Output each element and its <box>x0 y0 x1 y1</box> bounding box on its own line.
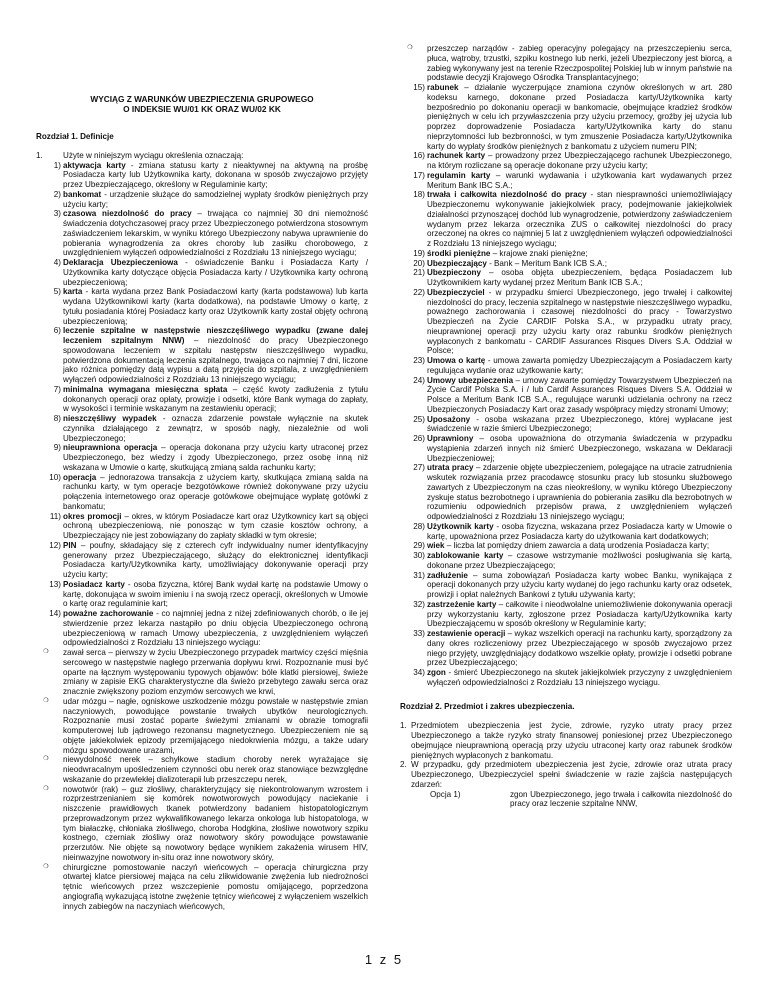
definition-body <box>427 83 732 151</box>
definition-body <box>427 415 732 434</box>
bullet-icon: ❍ <box>43 785 49 792</box>
option-1-label: Opcja 1) <box>430 789 461 799</box>
definition-item <box>36 580 368 609</box>
definition-text: – jednorazowa transakcja z użyciem karty, skutkująca zmianą salda na rachunku karty, w tym operacje bezgotówkowe również dokonywane przy użyciu połączenia internetowego oraz operacje gotówkowe obejmujące wypłatę gotówki z bankomatu; <box>63 472 368 511</box>
definition-number: 17) <box>413 170 425 180</box>
definition-item <box>36 609 368 648</box>
definition-item <box>36 161 368 190</box>
definition-number: 9) <box>53 443 61 453</box>
title-line-1: WYCIĄG Z WARUNKÓW UBEZPIECZENIA GRUPOWEGO <box>90 94 314 104</box>
definition-body <box>427 522 732 541</box>
definition-number: 33) <box>413 629 425 638</box>
bullet-icon: ❍ <box>43 863 49 870</box>
definition-term: karta <box>63 287 83 297</box>
definition-text: – osoba upoważniona do otrzymania świadczenia w przypadku wystąpienia zdarzeń innych niż śmierć Ubezpieczonego, wskazana w Deklaracji Ubezpieczeniowej; <box>427 434 732 463</box>
definition-number: 13) <box>49 579 61 589</box>
definition-term: zestawienie operacji <box>427 629 506 638</box>
bullet-icon: ❍ <box>43 697 49 704</box>
definition-number: 27) <box>413 463 425 473</box>
definition-body <box>427 356 732 375</box>
document-title <box>36 94 368 114</box>
definition-term: czasowa niezdolność do pracy <box>63 209 192 219</box>
section-2-title: Rozdział 2. Przedmiot i zakres ubezpieczenia. <box>400 701 575 711</box>
definition-item <box>400 522 732 542</box>
definition-number: 32) <box>413 599 425 609</box>
definition-body <box>427 571 732 600</box>
definition-text: – część kwoty zadłużenia z tytułu dokonanych operacji oraz opłaty, prowizje i odsetki, które Bank wymaga do zapłaty, w wysokości i terminie wskazanym na zestawieniu operacji; <box>63 384 368 414</box>
definition-text: – niezdolność do pracy Ubezpieczonego spowodowana leczeniem w szpitalu następstw nieszczęśliwego wypadku, potwierdzona dokumentacją leczenia szpitalnego, trwająca co najmniej 7 dni, liczone jako różnica pomiędzy datą wypisu a datą przyjęcia do szpitala, z uwzględnieniem wyłączeń odpowiedzialności z Rozdziału 13 niniejszego wyciągu; <box>63 336 368 384</box>
definition-body <box>427 259 607 268</box>
definition-body <box>63 512 368 541</box>
definition-text: – działanie wyczerpujące znamiona czynów określonych w art. 280 kodeksu karnego, dokonane przed Posiadacza karty/Użytkownika karty bezpośrednio po dokonaniu operacji w bankomacie, obejmujące kradzież środków pieniężnych w celu ich przywłaszczenia przy użyciu przemocy, groźby jej użycia lub poprzez doprowadzenie Posiadacza karty/Użytkownika karty do stanu nieprzytomności lub bezbronności, w tym zmuszenie Posiadacza karty/Użytkownika karty do wypłaty środków pieniężnych z bankomatu z użyciem numeru PIN; <box>427 83 732 151</box>
definition-body <box>427 151 732 170</box>
definition-number: 18) <box>413 190 425 200</box>
illness-list-left <box>36 648 368 911</box>
definition-number: 30) <box>413 551 425 560</box>
definition-text: – okres, w którym Posiadacze kart oraz Użytkownicy kart są objęci ochroną ubezpieczeniową, nie ponosząc w tym czasie kosztów ochrony, a Ubezpieczający nie jest zobowiązany do zapłaty składki w tym okresie; <box>63 511 368 540</box>
definition-term: Ubezpieczający <box>427 258 487 268</box>
bullet-icon: ❍ <box>43 756 49 763</box>
definition-number: 20) <box>413 258 425 268</box>
definition-term: nieuprawniona operacja <box>63 443 158 453</box>
definition-text: - co najmniej jedna z niżej zdefiniowanych chorób, o ile jej stwierdzenie przez lekarza nastąpiło po dniu objęcia Ubezpieczonego ochroną ubezpieczeniową w ramach Umowy ubezpieczenia, z uwzględnieniem wyłączeń odpowiedzialności z Rozdziału 13 niniejszego wyciągu: <box>63 609 368 648</box>
bullet-icon: ❍ <box>43 649 49 655</box>
definition-text: - śmierć Ubezpieczonego na skutek jakiejkolwiek przyczyny z uwzględnieniem wyłączeń odpowiedzialności z Rozdziału 13 niniejszego wyciągu. <box>427 668 732 687</box>
definition-term: nieszczęśliwy wypadek <box>63 414 157 423</box>
definitions-list-continued <box>400 83 732 688</box>
definition-body <box>427 668 732 687</box>
definition-body <box>63 209 368 257</box>
definition-number: 8) <box>53 414 61 423</box>
definition-body <box>63 385 368 414</box>
intro-text: Użyte w niniejszym wyciągu określenia oznaczają: <box>63 150 244 160</box>
illness-text: niewydolność nerek – schyłkowe stadium choroby nerek wyrażające się nieodwracalnym upośledzeniem czynności obu nerek oraz stanowiące bezwzględne wskazanie do przewlekłej dializoterapii lub przeszczepu nerek, <box>63 755 368 784</box>
definition-number: 7) <box>53 384 61 394</box>
definition-text: – poufny, składający się z czterech cyfr indywidualny numer identyfikacyjny generowany przez Ubezpieczającego, służący do elektronicznej identyfikacji Posiadacza karty/Użytkownika karty, umożliwiający dokonywanie operacji przy użyciu karty; <box>63 540 368 579</box>
definition-item <box>400 171 732 191</box>
definition-item <box>400 551 732 571</box>
definition-number: 15) <box>413 83 425 92</box>
definition-number: 22) <box>413 287 425 297</box>
definition-item <box>36 190 368 210</box>
definition-item <box>36 414 368 443</box>
left-column <box>36 0 368 911</box>
definition-term: poważne zachorowanie <box>63 609 154 618</box>
definition-body <box>427 249 588 258</box>
definition-term: Posiadacz karty <box>63 579 125 589</box>
definition-text: – trwająca co najmniej 30 dni niemożność świadczenia dotychczasowej pracy przez Ubezpieczonego potwierdzona stosownym zaświadczeniem lekarskim, w wyniku którego Ubezpieczony nabywa uprawnienie do pobierania wynagrodzenia za okres choroby lub zasiłku chorobowego, z uwzględnieniem wyłączeń odpowiedzialności z Rozdziału 13 niniejszego wyciągu; <box>63 209 368 258</box>
definition-item <box>36 258 368 287</box>
page-number: 1 z 5 <box>364 952 404 967</box>
definition-number: 16) <box>413 151 425 161</box>
definition-term: zadłużenie <box>427 570 468 580</box>
definition-text: – suma zobowiązań Posiadacza karty wobec Banku, wynikająca z operacji dokonanych przy użyciu karty wydanej do jego rachunku karty oraz odsetek, prowizji i opłat należnych Bankowi z tytułu używania karty; <box>427 570 732 599</box>
definition-item <box>400 259 732 269</box>
definition-term: leczenie szpitalne w następstwie nieszczęśliwego wypadku (zwane dalej leczeniem szpitalnym NNW) <box>63 326 368 345</box>
definition-text: – warunki wydawania i użytkowania kart wydawanych przez Meritum Bank IBC S.A.; <box>427 170 732 190</box>
definition-text: - zmiana statusu karty z nieaktywnej na aktywną na prośbę Posiadacza karty lub Użytkownika karty, dokonana w sposób zwyczajowo przyjęty przez Ubezpieczającego, określony w Regulaminie karty; <box>63 160 368 189</box>
definition-body <box>427 190 732 248</box>
definition-item <box>400 151 732 171</box>
illness-text: nowotwór (rak) – guz złośliwy, charakteryzujący się niekontrolowanym wzrostem i rozprzestrzenianiem się komórek nowotworowych powodujący naciekanie i niszczenie prawidłowych tkanek potwierdzony badaniem histopatologicznym przeprowadzonym przez wykwalifikowanego lekarza onkologa lub histopatologa, w tym białaczkę, chłoniaka złośliwego, choroba Hodgkina, złośliwe nowotwory szpiku kostnego, czerniak złośliwy oraz nowotwory skóry powodujące powstawanie przerzutów. Nie objęte są nowotwory będące wynikiem zakażenia wirusem HIV, nieinwazyjne nowotwory in-situ oraz inne nowotwory skóry, <box>63 784 368 862</box>
paragraph-text: W przypadku, gdy przedmiotem ubezpieczenia jest życie, zdrowie oraz utrata pracy Ubezpieczonego, Ubezpieczyciel spełni świadczenie w razie zajścia następujących zdarzeń: <box>411 760 732 789</box>
definition-text: - Bank – Meritum Bank ICB S.A.; <box>486 258 607 268</box>
definition-term: aktywacja karty <box>63 160 126 170</box>
definition-term: rabunek <box>427 83 459 92</box>
definition-text: – operacja dokonana przy użyciu karty utraconej przez Ubezpieczonego, bez wiedzy i zgody Ubezpieczonego, przez osobę inną niż wskazana w Umowie o kartę, skutkującą zmianą salda rachunku karty; <box>63 443 369 472</box>
definition-term: operacja <box>63 472 97 482</box>
definition-item <box>36 209 368 258</box>
definition-item <box>36 541 368 580</box>
definition-item <box>400 288 732 356</box>
definition-text: - oświadczenie Banku i Posiadacza Karty / Użytkownika karty dotyczące objęcia Posiadacza karty / Użytkownika karty ochroną ubezpieczeniową; <box>63 258 368 287</box>
definition-text: – prowadzony przez Ubezpieczającego rachunek Ubezpieczonego, na którym rozliczane są operacje dokonane przy użyciu karty; <box>427 151 732 170</box>
definition-number: 10) <box>49 472 61 482</box>
definition-text: - umowa zawarta pomiędzy Ubezpieczającym a Posiadaczem karty regulująca wydanie oraz użytkowanie karty; <box>427 356 732 375</box>
definition-body <box>427 434 732 463</box>
definition-body <box>63 190 368 209</box>
definition-term: wiek <box>427 541 445 551</box>
definition-term: Ubezpieczyciel <box>427 287 485 297</box>
definition-body <box>427 171 732 190</box>
definition-number: 14) <box>49 609 61 618</box>
definition-body <box>63 287 368 325</box>
definition-number: 6) <box>53 326 61 336</box>
definition-term: regulamin karty <box>427 170 491 180</box>
definition-item <box>400 415 732 435</box>
definition-item <box>400 356 732 376</box>
definition-text: - osoba fizyczna, której Bank wydał kartę na podstawie Umowy o kartę, dokonująca w swoim imieniu i na swoją rzecz operacji, określonych w Umowie o kartę oraz regulaminie kart; <box>63 579 368 609</box>
paragraph-text: Przedmiotem ubezpieczenia jest życie, zdrowie, ryzyko utraty pracy przez Ubezpieczonego a także ryzyko straty finansowej poniesionej przez Ubezpieczonego obejmujące nieuprawnioną operacją przy użyciu utraconej karty oraz rabunek środków pieniężnych wypłaconych z bankomatu. <box>411 721 732 760</box>
definition-body <box>63 414 368 443</box>
definition-text: - w przypadku śmierci Ubezpieczonego, jego trwałej i całkowitej niezdolności do pracy, leczenia szpitalnego w następstwie nieszczęśliwego wypadku, poważnego zachorowania i czasowej niezdolności do pracy - Towarzystwo Ubezpieczeń na Życie CARDIF Polska S.A., w przypadku utraty pracy, nieuprawnionej operacji przy użyciu karty oraz rabunku środków pieniężnych wypłaconych z bankomatu - CARDIF Assurances Risques Divers S.A. Oddział w Polsce; <box>427 287 732 356</box>
definition-body <box>427 376 732 414</box>
definition-item <box>36 473 368 512</box>
illness-item <box>36 785 368 863</box>
section-2-paragraphs <box>400 721 732 789</box>
definition-term: Uprawniony <box>427 434 474 443</box>
illness-text: przeszczep narządów - zabieg operacyjny polegający na przeszczepieniu serca, płuca, wątroby, trzustki, szpiku kostnego lub nerki, jeżeli Ubezpieczony jest biorcą, a zabieg wykonywany jest na terenie Rzeczpospolitej Polskiej lub w innym państwie na podstawie decyzji Krajowego Ośrodka Transplantacyjnego; <box>427 44 732 83</box>
bullet-icon: ❍ <box>407 45 413 51</box>
definition-body <box>63 541 368 579</box>
section-2-paragraph <box>400 760 732 789</box>
definition-number: 23) <box>413 356 425 365</box>
definition-text: – osoba objęta ubezpieczeniem, będąca Posiadaczem lub Użytkownikiem karty wydanej przez Meritum Bank ICB S.A.; <box>427 268 732 287</box>
definition-number: 28) <box>413 521 425 531</box>
definition-item <box>400 268 732 288</box>
definition-term: Deklaracja Ubezpieczeniowa <box>63 258 178 267</box>
definition-term: zgon <box>427 668 446 677</box>
title-line-2: O INDEKSIE WU/01 KK ORAZ WU/02 KK <box>123 104 281 114</box>
illness-item <box>400 44 732 83</box>
definition-item <box>36 512 368 541</box>
illness-text: chirurgiczne pomostowanie naczyń wieńcowych – operacja chirurgiczna przy otwartej klatce piersiowej mająca na celu zlikwidowanie zwężenia lub niedrożności tętnic wieńcowych przez wszczepienie pomostu omijającego, poprzedzona angiografią wykazującą istotne zwężenie tętnicy wieńcowej z wyłączeniem wszelkich innych zabiegów na naczyniach wieńcowych, <box>63 862 368 911</box>
definition-body <box>427 551 732 570</box>
illness-item <box>36 755 368 784</box>
definition-body <box>427 268 732 287</box>
definition-body <box>63 161 368 190</box>
definition-body <box>63 443 368 472</box>
definition-item <box>36 385 368 414</box>
definition-item <box>400 600 732 629</box>
definition-number: 21) <box>413 268 425 278</box>
definition-number: 4) <box>53 258 61 267</box>
definition-body <box>63 609 368 647</box>
definition-text: – umowy zawarte pomiędzy Towarzystwem Ubezpieczeń na Życie Cardif Polska S.A. i / lub Cardif Assurances Risques Divers S.A. Oddział w Polsce a Meritum Bank ICB S.A., regulujące warunki udzielania ochrony na rzecz Ubezpieczonych Posiadaczy Kart oraz zasady współpracy między stronami Umowy; <box>427 375 733 414</box>
definition-number: 25) <box>413 414 425 424</box>
definition-term: minimalna wymagana miesięczna spłata <box>63 384 228 394</box>
definition-term: trwała i całkowita niezdolność do pracy <box>427 190 587 200</box>
illness-text: zawał serca – pierwszy w życiu Ubezpieczonego przypadek martwicy części mięśnia sercowego w następstwie nagłego przerwania dopływu krwi. Rozpoznanie musi być oparte na łącznym występowaniu typowych objawów: bóle klatki piersiowej, świeże zmiany w zapisie EKG charakterystyczne dla świeżo przebytego zawału serca oraz znacznie zwiększony poziom enzymów sercowych we krwi, <box>63 648 368 696</box>
definition-item <box>36 443 368 472</box>
definition-term: bankomat <box>63 189 102 199</box>
definition-text: – wykaz wszelkich operacji na rachunku karty, sporządzony za dany okres rozliczeniowy przez Ubezpieczającego w sposób zwyczajowo przez niego przyjęty, uwzględniający dodatkowo wszelkie opłaty, prowizje i odsetki pobrane przez Ubezpieczającego; <box>427 629 732 668</box>
definition-number: 26) <box>413 434 425 443</box>
definition-item <box>400 249 732 259</box>
definition-body <box>63 580 368 609</box>
illness-item <box>36 648 368 697</box>
definition-body <box>427 288 732 356</box>
definition-term: Uposażony <box>427 414 471 424</box>
definition-item <box>400 668 732 688</box>
definition-body <box>63 258 368 287</box>
definition-number: 19) <box>413 248 425 258</box>
definition-number: 29) <box>413 541 425 551</box>
definition-text: – czasowe wstrzymanie możliwości posługiwania się kartą, dokonane przez Ubezpieczającego; <box>427 551 732 570</box>
option-1 <box>400 790 732 810</box>
definition-item <box>400 571 732 600</box>
definition-number: 11) <box>49 511 61 521</box>
definition-item <box>36 326 368 385</box>
definition-number: 1) <box>53 160 61 170</box>
definition-body <box>63 326 368 384</box>
definition-item <box>400 629 732 668</box>
definition-text: - oznacza zdarzenie powstałe wyłącznie na skutek czynnika działającego z zewnątrz, w sposób nagły, niezależnie od woli Ubezpieczonego; <box>63 414 368 443</box>
illness-list-right <box>400 44 732 83</box>
definition-text: - urządzenie służące do samodzielnej wypłaty środków pieniężnych przy użyciu karty; <box>63 189 368 209</box>
definition-number: 34) <box>413 668 425 677</box>
definition-body <box>427 629 732 667</box>
definition-item <box>400 463 732 522</box>
option-1-text: zgon Ubezpieczonego, jego trwała i całkowita niezdolność do pracy oraz leczenie szpitalne NNW, <box>510 789 732 809</box>
definitions-list <box>36 161 368 649</box>
definition-text: – krajowe znaki pieniężne; <box>490 248 588 258</box>
definition-term: utrata pracy <box>427 463 474 473</box>
definition-term: zablokowanie karty <box>427 551 504 560</box>
definition-term: Umowa o kartę <box>427 356 486 365</box>
definition-term: Ubezpieczony <box>427 268 481 278</box>
definition-item <box>400 376 732 415</box>
definition-text: - karta wydana przez Bank Posiadaczowi karty (karta podstawowa) lub karta wydana Użytkownikowi karty (karta dodatkowa), na podstawie Umowy o kartę, z tytułu posiadania której Posiadacz karty oraz Użytkownik karty został objęty ochroną ubezpieczeniową; <box>63 287 368 326</box>
section-2-paragraph <box>400 721 732 760</box>
definition-term: okres promocji <box>63 511 122 521</box>
definition-item <box>400 541 732 551</box>
definition-body <box>427 600 732 629</box>
definition-text: - osoba wskazana przez Ubezpieczonego, której wypłacane jest świadczenie w razie śmierci Ubezpieczonego; <box>427 414 732 434</box>
definition-text: – całkowite i nieodwołalne uniemożliwienie dokonywania operacji przy wykorzystaniu karty, zgłoszone przez Posiadacza karty/Użytkownika karty Ubezpieczającemu w sposób określony w Regulaminie karty; <box>427 599 732 629</box>
definition-item <box>400 434 732 463</box>
intro-paragraph <box>36 151 368 161</box>
paragraph-number: 1. <box>400 721 407 731</box>
definition-term: Umowy ubezpieczenia <box>427 375 514 385</box>
section-1-title: Rozdział 1. Definicje <box>36 132 114 141</box>
definition-term: Użytkownik karty <box>427 521 494 531</box>
intro-number: 1. <box>36 150 43 160</box>
definition-number: 2) <box>53 189 61 199</box>
definition-number: 3) <box>53 209 61 219</box>
definition-term: środki pieniężne <box>427 248 491 258</box>
illness-text: udar mózgu – nagłe, ogniskowe uszkodzenie mózgu powstałe w następstwie zmian naczyniowych, powodujące powstanie trwałych ubytków neurologicznych. Rozpoznanie musi zostać poparte świeżymi zmianami w obrazie tomografii komputerowej lub jądrowego rezonansu magnetycznego. Ubezpieczeniem nie są objęte jakiekolwiek epizody przemijającego niedokrwienia mózgu, a także udary mózgu spowodowane urazami, <box>63 696 368 755</box>
definition-number: 12) <box>49 540 61 550</box>
right-column <box>400 0 732 809</box>
definition-item <box>400 83 732 151</box>
definition-term: rachunek karty <box>427 151 486 161</box>
definition-body <box>427 541 709 550</box>
definition-number: 24) <box>413 375 425 385</box>
definition-term: zastrzeżenie karty <box>427 599 497 609</box>
definition-text: - stan niesprawności uniemożliwiający Ubezpieczonemu wykonywanie jakiejkolwiek pracy, podejmowanie jakiejkolwiek działalności przynoszącej dochód lub wynagrodzenie, potwierdzony zaświadczeniem wydanym przez lekarza orzecznika ZUS o całkowitej niezdolności do pracy orzeczonej na okres co najmniej 5 lat z uwzględnieniem wyłączeń odpowiedzialności z Rozdziału 13 niniejszego wyciągu; <box>427 190 732 248</box>
definition-text: – liczba lat pomiędzy dniem zawarcia a datą urodzenia Posiadacza karty; <box>444 541 710 551</box>
definition-item <box>400 190 732 249</box>
definition-body <box>427 463 732 521</box>
paragraph-number: 2. <box>400 760 407 770</box>
illness-item <box>36 863 368 912</box>
definition-item <box>36 287 368 326</box>
illness-item <box>36 697 368 756</box>
definition-body <box>63 473 368 511</box>
definition-term: PIN <box>63 540 77 550</box>
definition-text: – zdarzenie objęte ubezpieczeniem, polegające na utracie zatrudnienia wskutek rozwiązania przez pracodawcę stosunku pracy lub stosunku służbowego zawartych z Ubezpieczonym na czas nieokreślony, w wyniku którego Ubezpieczony zyskuje status bezrobotnego i uprawnienia do pobierania zasiłku dla bezrobotnych w rozumieniu odpowiednich przepisów prawa, z uwzględnieniem wyłączeń odpowiedzialności z Rozdziału 13 niniejszego wyciągu; <box>427 463 732 521</box>
definition-text: - osoba fizyczna, wskazana przez Posiadacza karty w Umowie o kartę, upoważniona przez Posiadacza karty do użytkowania kart dodatkowych; <box>427 521 733 541</box>
definition-number: 31) <box>413 570 425 580</box>
definition-number: 5) <box>53 287 61 297</box>
